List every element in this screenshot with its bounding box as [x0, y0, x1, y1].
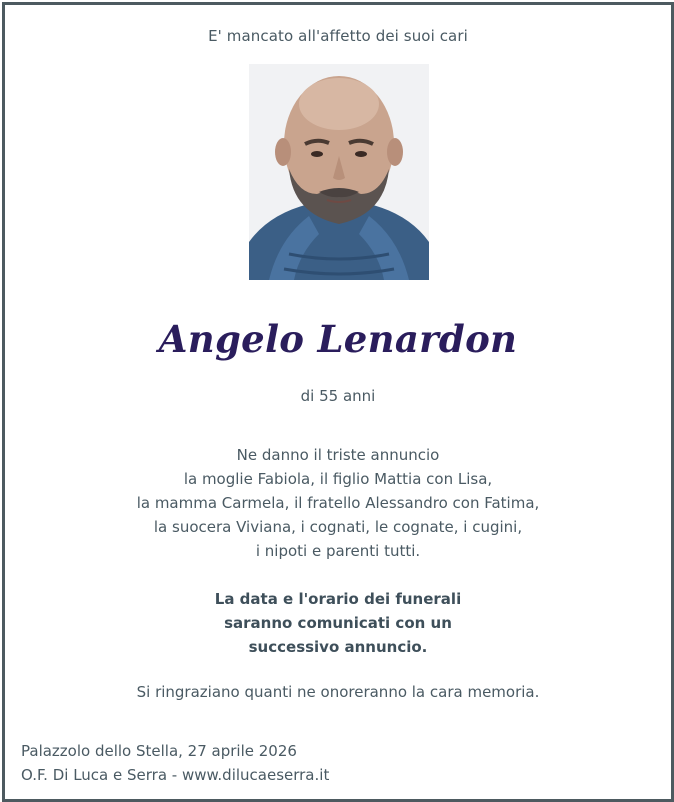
- announcement-line: la moglie Fabiola, il figlio Mattia con Lisa,: [183, 470, 493, 488]
- funeral-info-line: La data e l'orario dei funerali: [214, 590, 462, 608]
- portrait-photo: [249, 64, 429, 280]
- funeral-info-line: successivo annuncio.: [248, 638, 428, 656]
- agency-info: O.F. Di Luca e Serra - www.dilucaeserra.it: [21, 766, 330, 784]
- funeral-info-block: [5, 587, 671, 659]
- place-date: Palazzolo dello Stella, 27 aprile 2026: [21, 742, 297, 760]
- footer: [21, 739, 329, 787]
- obituary-card: [2, 2, 674, 802]
- deceased-name: Angelo Lenardon: [158, 317, 518, 361]
- age-text: di 55 anni: [300, 387, 376, 405]
- announcement-line: la suocera Viviana, i cognati, le cognate, i cugini,: [153, 518, 523, 536]
- announcement-block: [5, 443, 671, 563]
- thanks-text: Si ringraziano quanti ne onoreranno la cara memoria.: [136, 683, 540, 701]
- funeral-info-line: saranno comunicati con un: [224, 614, 452, 632]
- announcement-line: Ne danno il triste annuncio: [236, 446, 440, 464]
- intro-text: E' mancato all'affetto dei suoi cari: [208, 27, 468, 45]
- announcement-line: i nipoti e parenti tutti.: [255, 542, 421, 560]
- announcement-line: la mamma Carmela, il fratello Alessandro con Fatima,: [136, 494, 540, 512]
